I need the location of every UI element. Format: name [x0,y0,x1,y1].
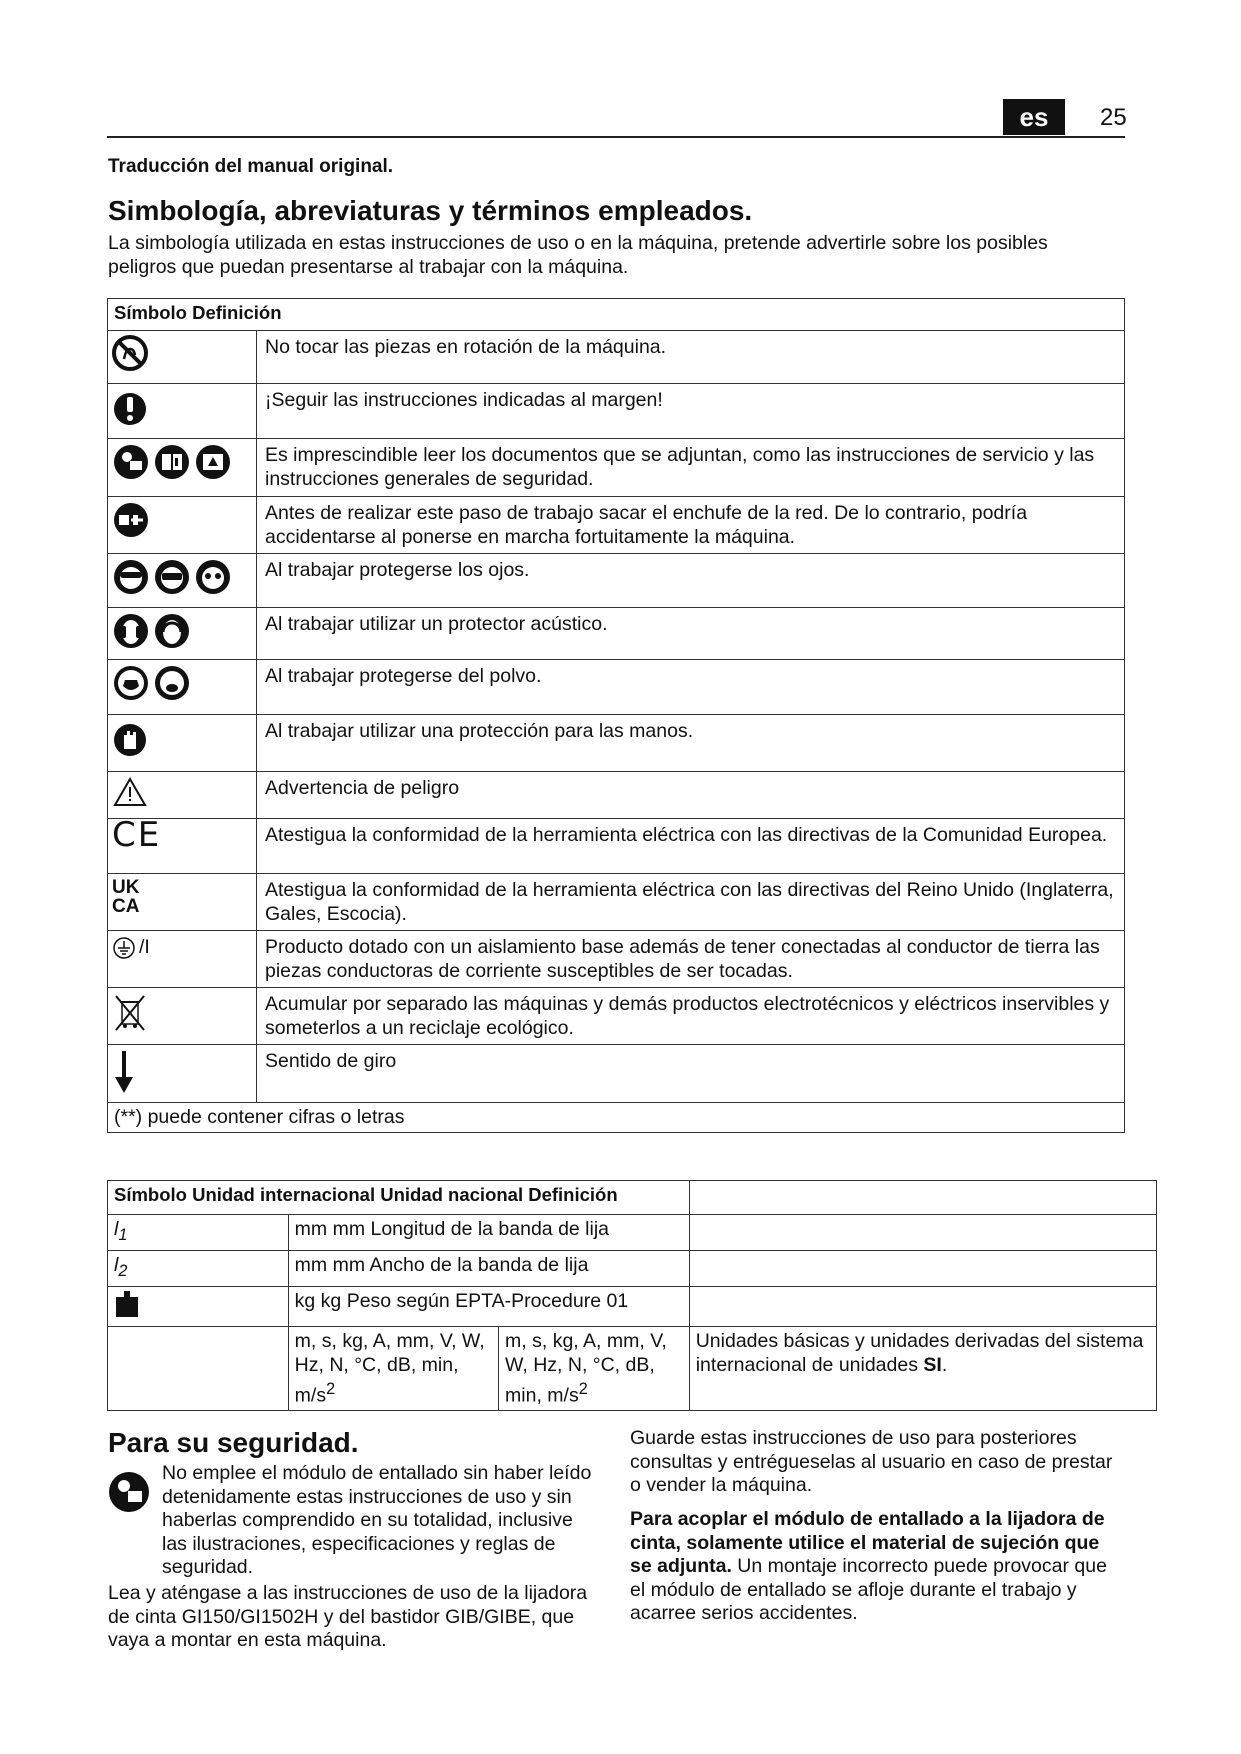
symbol-definition: Antes de realizar este paso de trabajo sacar el enchufe de la red. De lo contrario, podría accidentarse al ponerse en marcha fortuitamente la máquina. [257,497,1125,554]
unit-row-text: mm mm Ancho de la banda de lija [288,1251,689,1287]
ukca-mark-icon: UK CA [112,877,140,917]
symbol-definition: Al trabajar utilizar una protección para las manos. [257,715,1125,772]
table-row [108,1327,1157,1411]
symbol-definition: No tocar las piezas en rotación de la máquina. [257,331,1125,384]
unit-symbol: l [114,1254,119,1276]
page-number: 25 [1100,104,1127,131]
eye-protection-icon [112,558,150,596]
table-row [108,660,1125,715]
unplug-icon [112,501,150,539]
symbol-definition: Al trabajar protegerse del polvo. [257,660,1125,715]
si-intl-units: m, s, kg, A, mm, V, W, Hz, N, °C, dB, min, $m/s^2$ [288,1327,498,1411]
table-row [108,1287,1157,1327]
symbol-definition: ¡Seguir las instrucciones indicadas al margen! [257,384,1125,439]
table-row [108,1251,1157,1287]
safety-instructions-icon [194,443,232,481]
symbol-definition: Es imprescindible leer los documentos que se adjuntan, como las instrucciones de servicio y las instrucciones generales de seguridad. [257,439,1125,497]
safety-paragraph-1: No emplee el módulo de entallado sin haber leído detenidamente estas instrucciones de uso y sin haberlas comprendido en su totalidad, inclusive las ilustraciones, especificaciones y reglas de seguridad. [162,1462,592,1578]
table-row [108,384,1125,439]
headphones-icon [153,612,191,650]
warning-triangle-icon [112,776,148,808]
ear-protection-icon [112,612,150,650]
no-touch-rotating-icon [112,335,148,371]
weee-bin-icon [112,992,148,1032]
table-row [108,874,1125,931]
respirator-icon [153,664,191,702]
exclamation-icon [112,388,148,426]
table-row [108,608,1125,660]
symbol-definition: Sentido de giro [257,1045,1125,1103]
table-row [108,1045,1125,1103]
read-manual-icon [107,1470,151,1514]
table-row [108,497,1125,554]
unit-subscript: 1 [118,1225,128,1244]
language-badge: es [1003,99,1065,135]
weight-icon [114,1289,140,1319]
table-row [108,772,1125,819]
symbols-table-header: Símbolo Definición [108,299,1125,331]
symbol-definition: Al trabajar utilizar un protector acústico. [257,608,1125,660]
rotation-arrow-icon [112,1049,136,1095]
symbol-definition: Advertencia de peligro [257,772,1125,819]
units-table-header: Símbolo Unidad internacional Unidad nacional Definición [108,1181,690,1215]
units-table [107,1180,1157,1411]
table-row [108,715,1125,772]
ce-mark-icon: CE [112,815,162,855]
gloves-icon [112,719,148,759]
safety-paragraph-2: Lea y aténgase a las instrucciones de uso de la lijadora de cinta GI150/GI1502H y del bastidor GIB/GIBE, que vaya a montar en esta máquina. [108,1582,588,1651]
manual-book-icon [153,443,191,481]
symbol-definition: Al trabajar protegerse los ojos. [257,554,1125,608]
unit-row-text: mm mm Longitud de la banda de lija [288,1215,689,1251]
table-row [108,554,1125,608]
safety-paragraph-4: Para acoplar el módulo de entallado a la lijadora de cinta, solamente utilice el material de sujeción que se adjunta. Un montaje incorrecto puede provocar que el módulo de entallado se afloje durante el trabajo y acarree serios accidentes. [630,1508,1107,1624]
section-title: Simbología, abreviaturas y términos empleados. [108,195,753,226]
si-national-units: m, s, kg, A, mm, V, W, Hz, N, °C, dB, min, $m/s^2$ [499,1327,690,1411]
table-row [108,819,1125,874]
symbol-definition: Atestigua la conformidad de la herramienta eléctrica con las directivas de la Comunidad Europea. [257,819,1125,874]
unit-symbol: l [114,1218,119,1240]
protection-class-label: /I [139,936,150,958]
si-definition: Unidades básicas y unidades derivadas del sistema internacional de unidades SI. [689,1327,1156,1411]
symbol-definition: Acumular por separado las máquinas y demás productos electrotécnicos y eléctricos inservibles y someterlos a un reciclaje ecológico. [257,988,1125,1045]
safety-title: Para su seguridad. [108,1427,359,1458]
symbol-definition: Producto dotado con un aislamiento base además de tener conectadas al conductor de tierra las piezas conductoras de corriente susceptibles de ser tocadas. [257,931,1125,988]
symbols-table [107,298,1125,1133]
table-row [108,931,1125,988]
translation-note: Traducción del manual original. [108,156,394,177]
section-intro: La simbología utilizada en estas instrucciones de uso o en la máquina, pretende advertirle sobre los posibles peligros que puedan presentarse al trabajar con la máquina. [108,232,1048,278]
symbols-footnote: (**) puede contener cifras o letras [108,1103,1125,1133]
unit-row-text: kg kg Peso según EPTA-Procedure 01 [288,1287,689,1327]
dust-mask-icon [112,664,150,702]
table-row [108,1215,1157,1251]
unit-subscript: 2 [118,1261,128,1280]
face-shield-icon [194,558,232,596]
table-row [108,331,1125,384]
table-row [108,439,1125,497]
read-manual-icon [112,443,150,481]
protection-class-icon [112,936,136,960]
table-row [108,988,1125,1045]
safety-paragraph-3: Guarde estas instrucciones de uso para posteriores consultas y entrégueselas al usuario en caso de prestar o vender la máquina. [630,1427,1113,1496]
units-table-header-empty [689,1181,1156,1215]
symbol-definition: Atestigua la conformidad de la herramienta eléctrica con las directivas del Reino Unido (Inglaterra, Gales, Escocia). [257,874,1125,931]
header-rule [107,136,1125,138]
goggles-icon [153,558,191,596]
